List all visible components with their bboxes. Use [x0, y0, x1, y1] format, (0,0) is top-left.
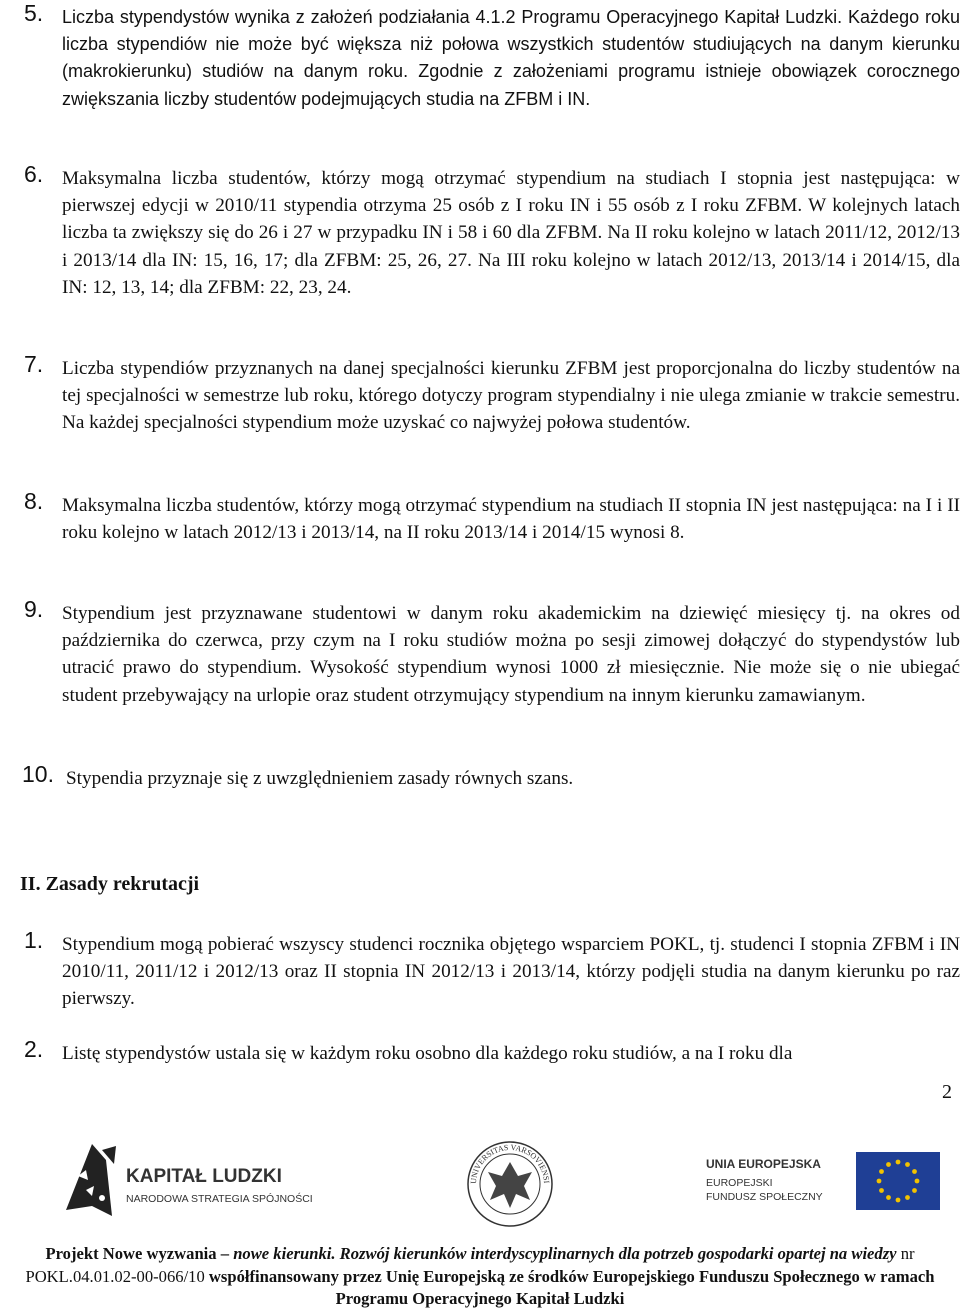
eu-star-icon	[879, 1169, 884, 1174]
footer-part2: nowe kierunki. Rozwój kierunków interdyscyplinarnych dla potrzeb gospodarki opartej na wiedzy	[233, 1244, 897, 1263]
item-number: 2.	[24, 1036, 44, 1062]
eu-star-icon	[877, 1179, 882, 1184]
section-list-item-1	[24, 927, 960, 1013]
eu-social-fund-logo	[706, 1144, 946, 1224]
eu-star-icon	[896, 1198, 901, 1203]
seal-text: UNIVERSITAS VARSOVIENSI	[468, 1142, 552, 1185]
eu-star-icon	[879, 1188, 884, 1193]
eagle-seal-icon	[462, 1132, 558, 1232]
item-text: Stypendium jest przyznawane studentowi w danym roku akademickim na dziewięć miesięcy tj. na okres od października do czerwca, przy czym na I roku studiów można po sesji zimowej dołączyć do stypendystów lub utracić prawo do stypendium. Wysokość stypendium wynosi 1000 zł miesięcznie. Nie może się o nie ubiegać student przebywający na urlopie oraz student otrzymujący stypendium na innym kierunku zamawianym.	[62, 603, 960, 706]
eu-star-icon	[905, 1162, 910, 1167]
item-text: Maksymalna liczba studentów, którzy mogą otrzymać stypendium na studiach II stopnia IN jest następująca: na I i II roku kolejno w latach 2012/13 i 2013/14, na II roku 2013/14 i 2014/15 wynosi 8.	[62, 495, 960, 544]
item-number: 5.	[24, 0, 44, 26]
eu-star-icon	[886, 1195, 891, 1200]
eu-star-icon	[912, 1169, 917, 1174]
item-number: 6.	[24, 161, 44, 187]
eu-star-icon	[915, 1179, 920, 1184]
eu-line3: FUNDUSZ SPOŁECZNY	[706, 1191, 823, 1203]
item-text: Liczba stypendystów wynika z założeń podziałania 4.1.2 Programu Operacyjnego Kapitał Ludzki. Każdego roku liczba stypendiów nie może być większa niż połowa wszystkich studentów studiujących na danym kierunku (makrokierunku) studiów na danym roku. Zgodnie z założeniami programu istnieje obowiązek corocznego zwiększania liczby studentów podejmujących studia na ZFBM i IN.	[62, 7, 960, 109]
list-item-10	[22, 761, 960, 792]
list-item-7	[24, 351, 960, 437]
eu-star-icon	[886, 1162, 891, 1167]
item-text: Liczba stypendiów przyznanych na danej specjalności kierunku ZFBM jest proporcjonalna do liczby studentów na tej specjalności w semestrze lub roku, którego dotyczy program stypendialny i nie ulega zmianie w trakcie semestru. Na każdej specjalności stypendium może uzyskać co najwyżej połowa studentów.	[62, 358, 960, 434]
footer-part4: współfinansowany przez Unię Europejską ze środków Europejskiego Funduszu Społecznego w ramach Programu Operacyjnego Kapitał Ludzki	[208, 1266, 935, 1308]
university-seal-logo	[462, 1132, 558, 1232]
footer-part3: nr POKL.04.01.02-00-066/10	[25, 1244, 915, 1286]
eu-star-icon	[905, 1195, 910, 1200]
list-item-5	[24, 0, 960, 113]
eu-line1: UNIA EUROPEJSKA	[706, 1157, 821, 1171]
item-number: 10.	[22, 761, 54, 787]
item-number: 9.	[24, 596, 44, 622]
item-text: Maksymalna liczba studentów, którzy mogą otrzymać stypendium na studiach I stopnia jest następująca: w pierwszej edycji w 2010/11 stypendia otrzyma 25 osób z I roku IN i 55 osób z I roku ZFBM. W kolejnych latach liczba ta zwiększy się do 26 i 27 w przypadku IN i 58 i 60 dla ZFBM. Na II roku kolejno w latach 2011/12, 2012/13 i 2013/14 dla IN: 15, 16, 17; dla ZFBM: 25, 26, 27. Na III roku kolejno w latach 2012/13, 2013/14 i 2014/15, dla IN: 12, 13, 14; dla ZFBM: 22, 23, 24.	[62, 168, 960, 298]
logo-strip	[0, 1132, 960, 1242]
section-heading: II. Zasady rekrutacji	[20, 873, 200, 895]
list-item-9	[24, 596, 960, 709]
list-item-8	[24, 488, 960, 546]
list-item-6	[24, 161, 960, 301]
item-number: 7.	[24, 351, 44, 377]
item-text: Listę stypendystów ustala się w każdym roku osobno dla każdego roku studiów, a na I roku dla	[62, 1043, 793, 1064]
project-footer	[0, 1243, 960, 1311]
item-number: 8.	[24, 488, 44, 514]
kapital-ludzki-logo	[62, 1140, 322, 1224]
item-number: 1.	[24, 927, 44, 953]
eu-line2: EUROPEJSKI	[706, 1177, 773, 1189]
eu-star-icon	[912, 1188, 917, 1193]
item-text: Stypendia przyznaje się z uwzględnieniem zasady równych szans.	[66, 768, 574, 789]
kl-title: KAPITAŁ LUDZKI	[126, 1166, 282, 1187]
eu-flag-icon	[706, 1144, 946, 1224]
eu-star-icon	[896, 1160, 901, 1165]
kl-subtitle: NARODOWA STRATEGIA SPÓJNOŚCI	[126, 1193, 313, 1205]
footer-part1: Projekt Nowe wyzwania –	[45, 1244, 234, 1263]
page-number: 2	[942, 1081, 952, 1103]
item-text: Stypendium mogą pobierać wszyscy studenci rocznika objętego wsparciem POKL, tj. studenci I stopnia ZFBM i IN 2010/11, 2011/12 i 2012/13 oraz II stopnia IN 2012/13 i 2013/14, którzy podjęli studia na danym kierunku po raz pierwszy.	[62, 934, 960, 1010]
kapital-ludzki-emblem-icon	[62, 1140, 322, 1224]
section-list-item-2	[24, 1036, 960, 1067]
